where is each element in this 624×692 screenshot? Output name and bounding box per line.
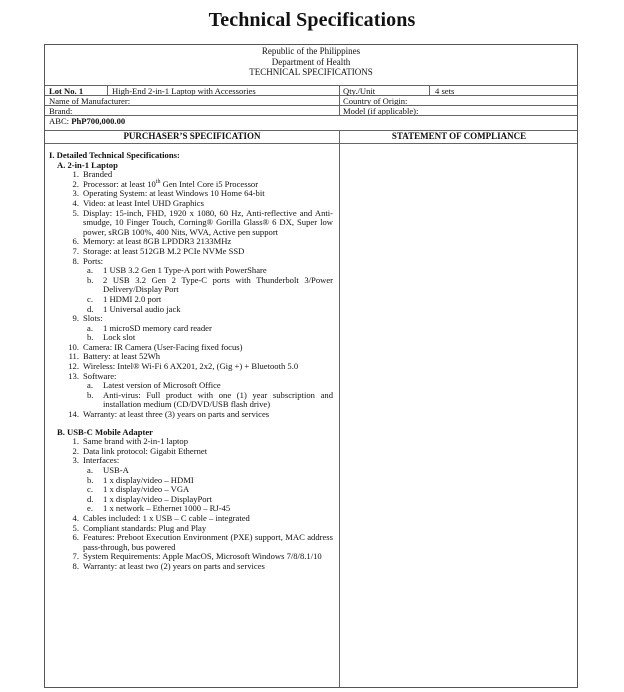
item-text: 1 x display/video – VGA [103,484,190,495]
header-department: Department of Health [271,56,351,67]
item-text: Anti-virus: Full product with one (1) year subscription and installation medium (CD/DVD/USB flash drive) [103,389,333,410]
laptop-heading: A. 2-in-1 Laptop [57,159,118,170]
lot-row [45,85,577,95]
item-text: Software: [83,370,117,381]
laptop-spec-item [45,410,339,420]
item-text: 1 USB 3.2 Gen 1 Type-A port with PowerShare [103,265,267,276]
item-number: 11. [68,351,79,362]
adapter-spec-item [45,533,339,552]
item-text: Branded [83,169,113,180]
item-letter: b. [87,474,94,485]
laptop-spec-item [45,391,339,410]
compliance-header: STATEMENT OF COMPLIANCE [391,131,527,141]
brand-field: Brand: [49,106,73,116]
adapter-spec-item [45,562,339,572]
item-text: 1 Universal audio jack [103,303,181,314]
item-text: Display: 15-inch, FHD, 1920 x 1080, 60 Hz, Anti-reflective and Anti-smudge, 10 Finger Touch, Corning® Gorilla Glass® 6 DX, Super low power, sRGB 100%, 400 Nits, WVA, Active pen support [83,207,333,237]
item-text: 1 x display/video – HDMI [103,474,194,485]
form-header [45,45,577,85]
item-text: Slots: [83,313,103,324]
item-letter: a. [87,380,93,391]
item-number: 6. [72,532,79,543]
item-text: Ports: [83,255,104,266]
item-number: 14. [68,409,79,420]
item-text: 1 x display/video – DisplayPort [103,493,212,504]
item-letter: a. [87,465,93,475]
item-letter: a. [87,265,93,276]
item-number: 2. [72,178,79,189]
item-number: 6. [72,236,79,247]
item-text: Compliant standards: Plug and Play [83,522,207,533]
column-headers [45,130,577,144]
item-text: Features: Preboot Execution Environment (PXE) support, MAC address pass-through, bus powered [83,532,333,552]
purchaser-spec-header: PURCHASER’S SPECIFICATION [123,131,261,141]
item-text: Interfaces: [83,455,120,466]
laptop-spec-item [45,209,339,238]
item-number: 8. [72,255,79,266]
item-text: Battery: at least 52Wh [83,351,161,362]
item-text: Data link protocol: Gigabit Ethernet [83,445,208,456]
spec-body [45,151,339,572]
item-text: Same brand with 2-in-1 laptop [83,436,189,447]
item-letter: c. [87,484,93,495]
item-number: 10. [68,341,79,352]
item-number: 1. [72,169,79,180]
spec-form [44,44,578,688]
item-number: 7. [72,551,79,562]
item-number: 8. [72,560,79,571]
item-text: 1 x network – Ethernet 1000 – RJ-45 [103,503,231,514]
item-number: 13. [68,370,79,381]
laptop-spec-list [45,170,339,419]
section-title: I. Detailed Technical Specifications: [49,150,180,160]
item-number: 4. [72,197,79,208]
item-letter: e. [87,503,93,514]
item-number: 12. [68,361,79,372]
item-letter: d. [87,303,94,314]
qty-value: 4 sets [435,86,455,96]
item-text: Storage: at least 512GB M.2 PCIe NVMe SSD [83,245,245,256]
item-text: Cables included: 1 x USB – C cable – integrated [83,512,250,523]
abc-row [45,115,577,125]
item-text: Wireless: Intel® Wi-Fi 6 AX201, 2x2, (Gig +) + Bluetooth 5.0 [83,361,299,372]
item-number: 7. [72,245,79,256]
header-republic: Republic of the Philippines [261,46,361,56]
item-letter: b. [87,389,94,400]
item-number: 5. [72,207,79,218]
adapter-spec-list [45,437,339,571]
item-text: Operating System: at least Windows 10 Home 64-bit [83,188,265,199]
header-tech-specs: TECHNICAL SPECIFICATIONS [249,67,373,77]
item-letter: d. [87,493,94,504]
manufacturer-row [45,95,577,105]
item-text: Memory: at least 8GB LPDDR3 2133MHz [83,236,232,247]
item-letter: c. [87,293,93,304]
model-field: Model (if applicable): [343,106,419,116]
brand-row [45,105,577,115]
item-text: Camera: IR Camera (User-Facing fixed focus) [83,341,243,352]
item-text: 2 USB 3.2 Gen 2 Type-C ports with Thunderbolt 3/Power Delivery/Display Port [103,274,333,295]
lot-description: High-End 2-in-1 Laptop with Accessories [112,86,256,96]
item-number: 1. [72,436,79,447]
item-text: USB-A [103,465,129,475]
lot-label: Lot No. 1 [49,86,84,96]
country-field: Country of Origin: [343,96,408,106]
item-text: System Requirements: Apple MacOS, Microsoft Windows 7/8/8.1/10 [83,551,322,562]
item-text: Latest version of Microsoft Office [103,380,221,391]
item-letter: b. [87,332,94,343]
item-text: 1 HDMI 2.0 port [103,293,162,304]
item-number: 4. [72,512,79,523]
item-letter: a. [87,322,93,333]
laptop-spec-item [45,276,339,295]
adapter-heading: B. USB-C Mobile Adapter [57,426,153,437]
item-number: 5. [72,522,79,533]
item-text: Processor: at least 10th Gen Intel Core i5 Processor [83,178,259,189]
item-number: 2. [72,445,79,456]
qty-label: Qty./Unit [343,86,376,96]
item-number: 3. [72,455,79,466]
item-text: Warranty: at least three (3) years on parts and services [83,409,270,420]
item-text: Warranty: at least two (2) years on parts and services [83,560,265,571]
page-title: Technical Specifications [208,9,416,31]
abc-label: ABC: [49,116,72,126]
abc-value: PhP700,000.00 [71,116,126,126]
item-text: 1 microSD memory card reader [103,322,212,333]
item-text: Video: at least Intel UHD Graphics [83,197,204,208]
item-number: 9. [72,313,79,324]
item-text: Lock slot [103,332,136,343]
item-letter: b. [87,274,94,285]
manufacturer-field: Name of Manufacturer: [49,96,131,106]
item-number: 3. [72,188,79,199]
